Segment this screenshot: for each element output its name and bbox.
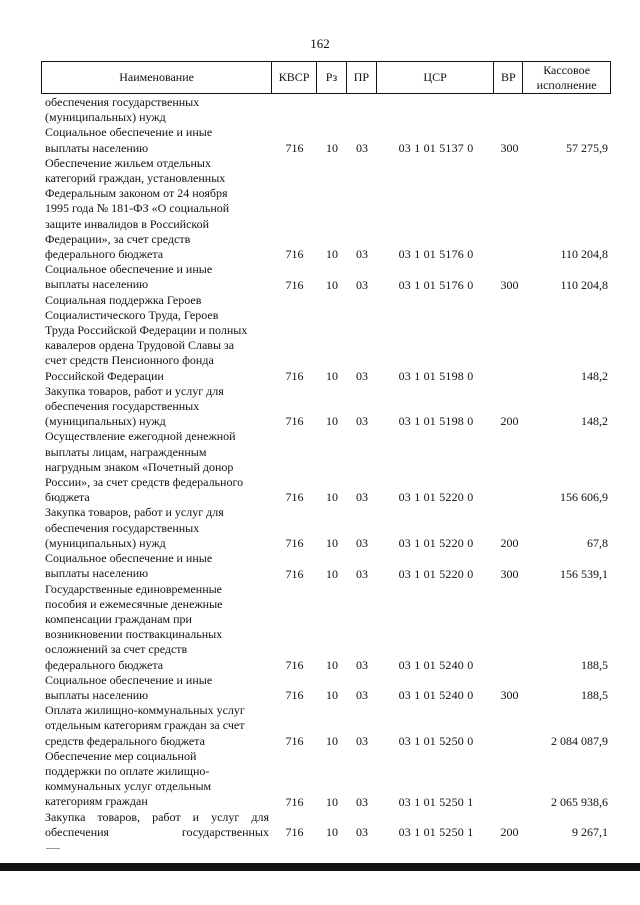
table-row — [41, 505, 611, 551]
row-rz: 10 — [326, 657, 338, 672]
row-exec: 57 275,9 — [566, 140, 608, 155]
row-rz: 10 — [326, 414, 338, 429]
row-exec: 110 204,8 — [560, 247, 608, 262]
table-row — [41, 262, 611, 292]
row-exec: 67,8 — [587, 536, 608, 551]
row-name: обеспечения государственных (муниципальных) нужд — [45, 95, 200, 125]
row-vr — [495, 490, 524, 505]
row-pr: 03 — [356, 657, 368, 672]
row-name: Закупка товаров, работ и услуг для обеспечения государственных (муниципальных) нужд — [45, 505, 224, 550]
row-kvsr: 716 — [285, 140, 304, 155]
row-pr: 03 — [356, 733, 368, 748]
row-csr: 03 1 01 5137 0 — [398, 140, 474, 155]
row-vr — [495, 247, 524, 262]
table-row — [41, 156, 611, 262]
row-exec: 9 267,1 — [572, 824, 608, 839]
row-exec: 2 084 087,9 — [551, 733, 608, 748]
row-pr: 03 — [356, 490, 368, 505]
row-name: Осуществление ежегодной денежной выплаты лицам, награжденным нагрудным знаком «Почетный донор России», за счет средств федерального бюджета — [45, 429, 244, 505]
table-row — [41, 582, 611, 673]
header-exec: Кассовое исполнение — [536, 62, 597, 92]
table-row — [41, 384, 611, 430]
row-csr: 03 1 01 5198 0 — [398, 414, 474, 429]
row-rz: 10 — [326, 277, 338, 292]
row-kvsr: 716 — [285, 536, 304, 551]
row-kvsr: 716 — [285, 277, 304, 292]
row-csr: 03 1 01 5220 0 — [398, 566, 474, 581]
row-rz: 10 — [326, 247, 338, 262]
table-header — [41, 61, 611, 94]
row-vr: 200 — [500, 414, 519, 429]
row-kvsr: 716 — [285, 490, 304, 505]
table-row — [41, 673, 611, 703]
row-vr: 200 — [500, 824, 519, 839]
row-exec: 188,5 — [581, 657, 608, 672]
row-pr: 03 — [356, 794, 368, 809]
row-name: Оплата жилищно-коммунальных услуг отдельным категориям граждан за счет средств федерального бюджета — [45, 703, 245, 748]
row-pr: 03 — [356, 247, 368, 262]
row-kvsr: 716 — [285, 247, 304, 262]
row-rz: 10 — [326, 490, 338, 505]
header-pr: ПР — [347, 62, 377, 93]
row-name: Социальное обеспечение и иные выплаты населению — [45, 672, 213, 702]
scan-bottom-bar — [0, 863, 640, 871]
row-exec: 148,2 — [581, 368, 608, 383]
row-pr: 03 — [356, 688, 368, 703]
table-row — [41, 125, 611, 155]
table-body — [41, 95, 611, 840]
row-csr — [377, 110, 495, 125]
header-kvsr: КВСР — [272, 62, 317, 93]
table-row — [41, 749, 611, 810]
row-kvsr — [272, 110, 317, 125]
row-csr: 03 1 01 5176 0 — [398, 247, 474, 262]
row-pr: 03 — [356, 566, 368, 581]
row-exec: 148,2 — [581, 414, 608, 429]
row-vr: 300 — [500, 277, 519, 292]
row-rz: 10 — [326, 688, 338, 703]
table-row — [41, 429, 611, 505]
row-vr — [495, 658, 524, 673]
row-name: Обеспечение жильем отдельных категорий граждан, установленных Федеральным законом от 24 ноября 1995 года № 181-ФЗ «О социальной защите инвалидов в Российской Федерации», за счет средств федерального бюджета — [45, 155, 230, 262]
row-rz — [317, 110, 347, 125]
row-rz: 10 — [326, 824, 338, 839]
row-csr: 03 1 01 5176 0 — [398, 277, 474, 292]
row-pr: 03 — [356, 414, 368, 429]
row-vr: 200 — [500, 536, 519, 551]
row-pr: 03 — [356, 536, 368, 551]
row-kvsr: 716 — [285, 733, 304, 748]
header-csr: ЦСР — [377, 62, 495, 93]
row-kvsr: 716 — [285, 688, 304, 703]
row-pr: 03 — [356, 277, 368, 292]
row-name: Социальное обеспечение и иные выплаты населению — [45, 551, 213, 581]
header-name: Наименование — [42, 62, 272, 93]
row-exec: 2 065 938,6 — [551, 794, 608, 809]
row-pr: 03 — [356, 140, 368, 155]
row-kvsr: 716 — [285, 414, 304, 429]
row-exec: 156 606,9 — [560, 490, 608, 505]
row-csr: 03 1 01 5220 0 — [398, 490, 474, 505]
row-name: Социальная поддержка Героев Социалистического Труда, Героев Труда Российской Федерации и полных кавалеров ордена Трудовой Славы за счет средств Пенсионного фонда Российской Федерации — [45, 292, 248, 383]
row-rz: 10 — [326, 794, 338, 809]
row-exec: 156 539,1 — [560, 566, 608, 581]
table-row — [41, 551, 611, 581]
row-name: Государственные единовременные пособия и ежемесячные денежные компенсации гражданам при возникновении поствакцинальных осложнений за счет средств федерального бюджета — [45, 581, 223, 672]
row-kvsr: 716 — [285, 566, 304, 581]
row-vr — [495, 110, 524, 125]
row-vr: 300 — [500, 140, 519, 155]
row-vr: 300 — [500, 566, 519, 581]
row-rz: 10 — [326, 368, 338, 383]
row-csr: 03 1 01 5250 1 — [398, 824, 474, 839]
row-csr: 03 1 01 5240 0 — [398, 688, 474, 703]
row-name: Закупка товаров, работ и услуг для обеспечения государственных (муниципальных) нужд — [45, 383, 224, 429]
row-rz: 10 — [326, 566, 338, 581]
row-vr — [495, 734, 524, 749]
row-csr: 03 1 01 5198 0 — [398, 368, 474, 383]
row-csr: 03 1 01 5250 1 — [398, 794, 474, 809]
table-row — [41, 95, 611, 125]
row-kvsr: 716 — [285, 657, 304, 672]
row-csr: 03 1 01 5220 0 — [398, 536, 474, 551]
row-exec — [524, 110, 608, 125]
row-exec: 110 204,8 — [560, 277, 608, 292]
row-vr — [495, 369, 524, 384]
row-name: Социальное обеспечение и иные выплаты населению — [45, 262, 213, 292]
page-number: 162 — [310, 36, 330, 51]
row-pr: 03 — [356, 824, 368, 839]
row-vr: 300 — [500, 688, 519, 703]
row-rz: 10 — [326, 536, 338, 551]
table-row — [41, 810, 611, 840]
row-name: Закупка товаров, работ и услуг для обеспечения государственных — [45, 809, 269, 839]
row-csr: 03 1 01 5240 0 — [398, 657, 474, 672]
header-rz: Рз — [317, 62, 347, 93]
row-vr — [495, 795, 524, 810]
row-name: Социальное обеспечение и иные выплаты населению — [45, 125, 213, 155]
row-pr — [347, 110, 377, 125]
row-rz: 10 — [326, 733, 338, 748]
row-kvsr: 716 — [285, 794, 304, 809]
table-row — [41, 703, 611, 749]
row-exec: 188,5 — [581, 688, 608, 703]
row-rz: 10 — [326, 140, 338, 155]
row-name: Обеспечение мер социальной поддержки по оплате жилищно- коммунальных услуг отдельным категориям граждан — [45, 748, 212, 809]
scan-mark — [46, 848, 60, 849]
row-pr: 03 — [356, 368, 368, 383]
row-kvsr: 716 — [285, 368, 304, 383]
row-csr: 03 1 01 5250 0 — [398, 733, 474, 748]
header-vr: ВР — [494, 62, 523, 93]
table-row — [41, 293, 611, 384]
row-kvsr: 716 — [285, 824, 304, 839]
